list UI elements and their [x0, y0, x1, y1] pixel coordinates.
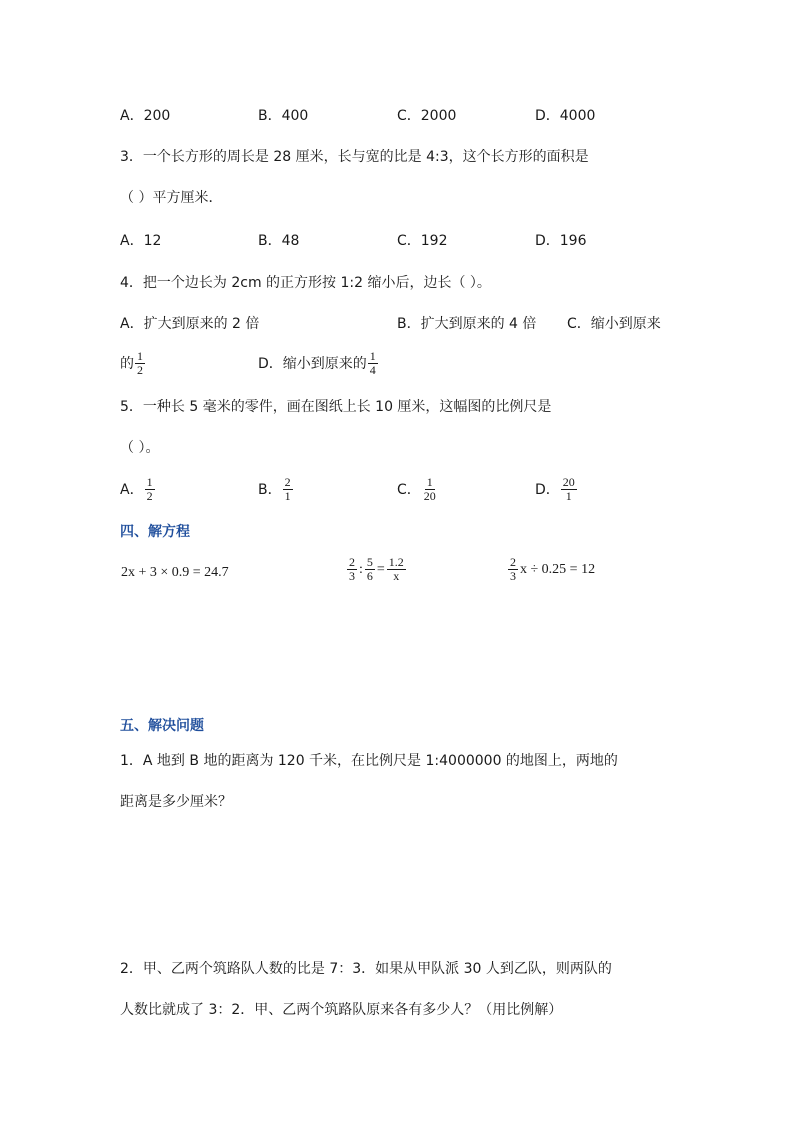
q3-option-b: B．48	[258, 233, 300, 249]
equation-2-fraction-b	[365, 556, 375, 583]
section-4-title: 四、解方程	[120, 524, 190, 540]
section-5-title: 五、解决问题	[120, 718, 204, 734]
q2-option-b: B．400	[258, 108, 309, 124]
fraction-denominator: 3	[349, 569, 355, 583]
fraction-numerator: 1.2	[388, 555, 404, 569]
fraction-denominator: 2	[137, 363, 143, 377]
problem-2-line2: 人数比就成了 3：2．甲、乙两个筑路队原来各有多少人？（用比例解）	[120, 1002, 563, 1018]
problem-2-line1: 2．甲、乙两个筑路队人数的比是 7：3．如果从甲队派 30 人到乙队，则两队的	[120, 961, 612, 977]
q5-stem-line1: 5．一种长 5 毫米的零件，画在图纸上长 10 厘米，这幅图的比例尺是	[120, 399, 552, 415]
equation-3-text: x ÷ 0.25 = 12	[520, 561, 596, 577]
fraction-denominator: 3	[510, 569, 516, 583]
equation-3-fraction	[508, 556, 518, 583]
fraction-denominator: x	[393, 569, 400, 583]
fraction-numerator: 1	[369, 349, 376, 363]
fraction-numerator: 1	[137, 349, 143, 363]
q4-option-c-continued	[120, 350, 146, 377]
q5-option-b	[258, 476, 294, 503]
q5-option-a-fraction	[145, 476, 155, 503]
q5-option-a	[120, 476, 156, 503]
q4-option-c-tail: 的	[120, 355, 134, 372]
q5-option-d-label: D．	[535, 481, 560, 498]
q3-option-c: C．192	[397, 233, 448, 249]
fraction-numerator: 2	[349, 555, 355, 569]
q3-stem-line1: 3．一个长方形的周长是 28 厘米，长与宽的比是 4:3，这个长方形的面积是	[120, 149, 589, 165]
ratio-colon: :	[359, 561, 363, 577]
q5-option-c-label: C．	[397, 481, 421, 498]
q5-option-d-fraction	[561, 476, 577, 503]
fraction-one-quarter	[368, 350, 378, 377]
problem-1-line1: 1．A 地到 B 地的距离为 120 千米，在比例尺是 1:4000000 的地图上，两地的	[120, 753, 618, 769]
q3-stem-line2: （ ）平方厘米．	[120, 190, 223, 206]
q2-option-d: D．4000	[535, 108, 596, 124]
equation-1	[120, 565, 230, 581]
fraction-numerator: 5	[366, 555, 373, 569]
q4-stem: 4．把一个边长为 2cm 的正方形按 1:2 缩小后，边长（ ）。	[120, 275, 491, 291]
equation-3	[507, 556, 596, 583]
fraction-numerator: 1	[146, 475, 153, 489]
q5-option-a-label: A．	[120, 481, 144, 498]
fraction-denominator: 20	[423, 489, 436, 503]
equation-2-fraction-c	[387, 556, 406, 583]
q5-option-c	[397, 476, 439, 503]
fraction-numerator: 1	[426, 475, 433, 489]
q4-option-d-text: D．缩小到原来的	[258, 355, 367, 372]
q3-option-d: D．196	[535, 233, 587, 249]
q4-option-b: B．扩大到原来的 4 倍	[397, 316, 537, 332]
q4-option-d	[258, 350, 379, 377]
q5-option-c-fraction	[422, 476, 438, 503]
q4-option-a: A．扩大到原来的 2 倍	[120, 316, 260, 332]
q2-option-a: A．200	[120, 108, 171, 124]
q2-option-c: C．2000	[397, 108, 457, 124]
q4-option-c: C．缩小到原来	[567, 316, 661, 332]
fraction-numerator: 2	[510, 555, 516, 569]
q5-option-b-fraction	[283, 476, 293, 503]
equation-2	[346, 556, 407, 583]
q3-option-a: A．12	[120, 233, 162, 249]
equals-sign: =	[376, 561, 385, 577]
fraction-one-half	[135, 350, 145, 377]
fraction-numerator: 2	[284, 475, 291, 489]
fraction-denominator: 1	[284, 489, 291, 503]
problem-1-line2: 距离是多少厘米？	[120, 794, 232, 810]
fraction-numerator: 20	[562, 475, 575, 489]
q5-stem-line2: （ ）。	[120, 440, 160, 456]
fraction-denominator: 4	[369, 363, 376, 377]
fraction-denominator: 1	[565, 489, 572, 503]
q5-option-d	[535, 476, 578, 503]
equation-2-fraction-a	[347, 556, 357, 583]
equation-1-text: 2x + 3 × 0.9 = 24.7	[121, 565, 229, 580]
fraction-denominator: 6	[366, 569, 373, 583]
q5-option-b-label: B．	[258, 481, 282, 498]
fraction-denominator: 2	[146, 489, 153, 503]
